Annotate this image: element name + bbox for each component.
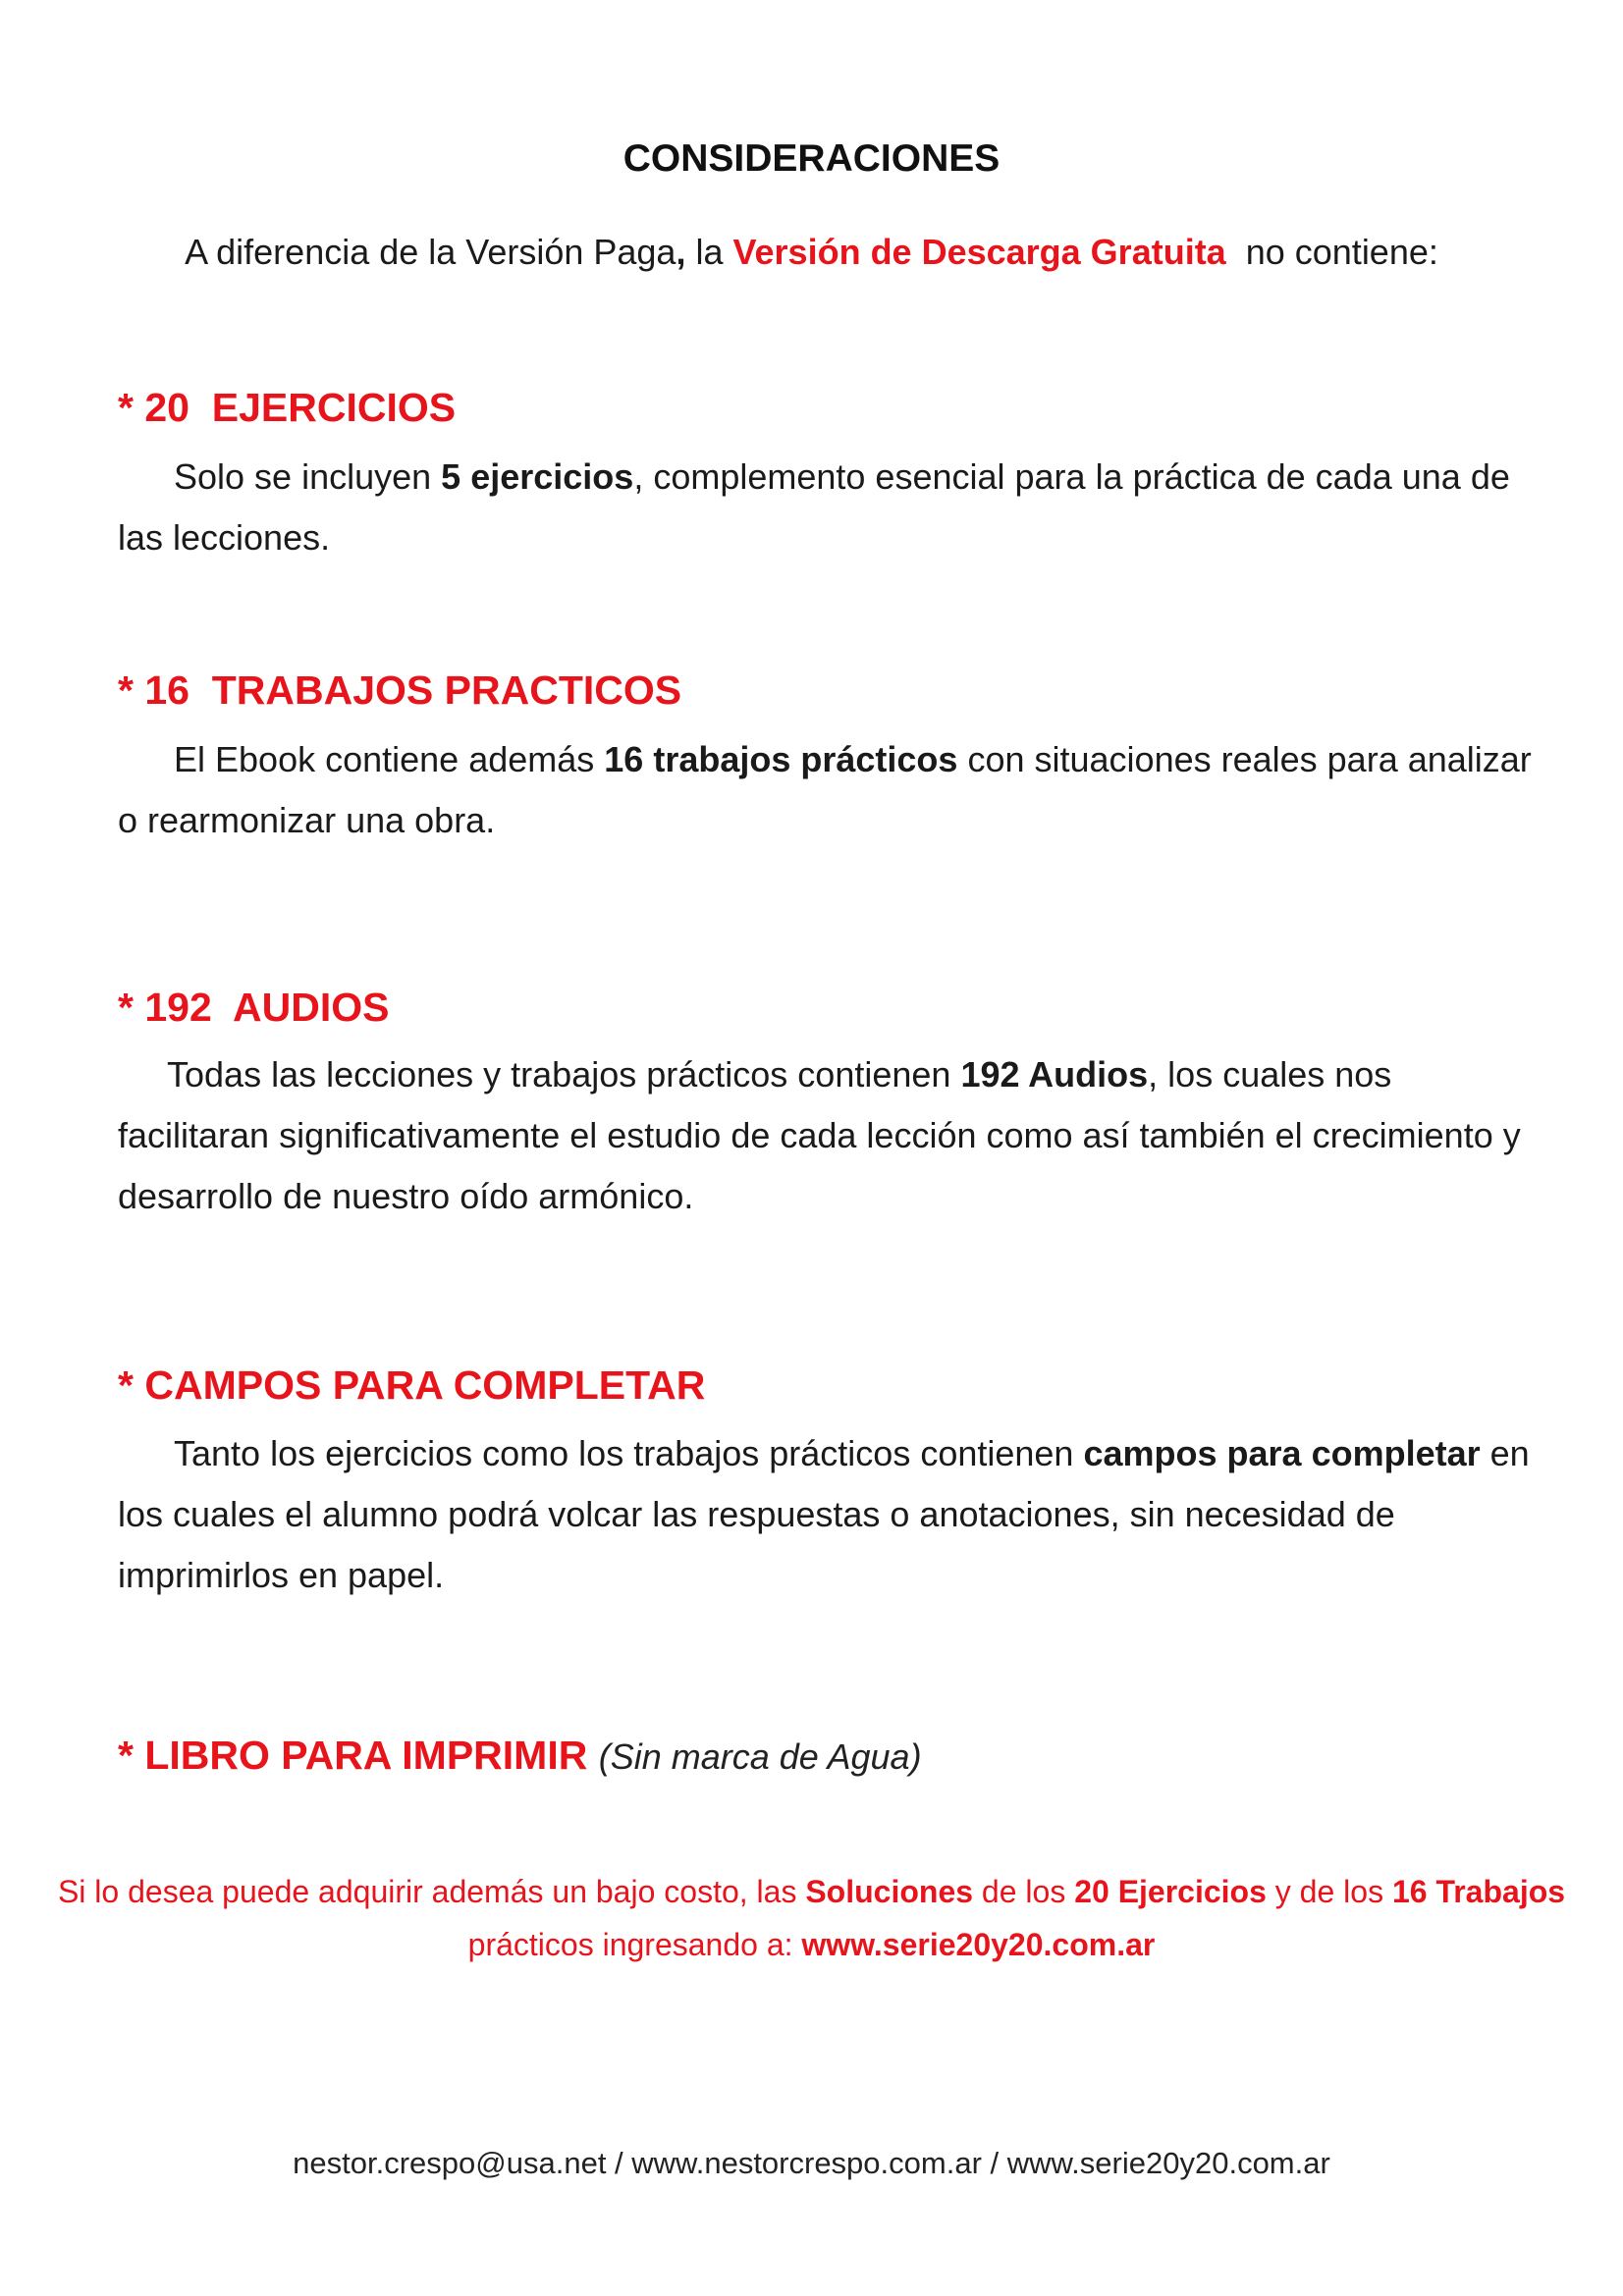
ejercicios-bold: 5 ejercicios	[441, 456, 634, 497]
ejercicios-text-2: , complemento esencial para la práctica de cada una de las lecciones.	[118, 456, 1510, 558]
note-bold-ejercicios: 20 Ejercicios	[1074, 1874, 1267, 1909]
intro-highlight: Versión de Descarga Gratuita	[732, 232, 1226, 272]
campos-text-2: en los cuales el alumno podrá volcar las respuestas o anotaciones, sin necesidad de imprimirlos en papel.	[118, 1433, 1530, 1595]
footer-contacts: nestor.crespo@usa.net / www.nestorcrespo.com.ar / www.serie20y20.com.ar	[293, 2146, 1330, 2180]
intro-part1: A diferencia de la Versión Paga	[185, 232, 676, 272]
campos-bold: campos para completar	[1083, 1433, 1481, 1473]
campos-text-1: Tanto los ejercicios como los trabajos prácticos contienen	[174, 1433, 1084, 1473]
page-title: CONSIDERACIONES	[622, 137, 1001, 180]
note-bold-soluciones: Soluciones	[805, 1874, 974, 1909]
paragraph-campos	[118, 1423, 1532, 1606]
audios-text-1: Todas las lecciones y trabajos prácticos contienen	[167, 1054, 961, 1095]
audios-bold: 192 Audios	[960, 1054, 1149, 1095]
audios-text-2: , los cuales nos facilitaran significativamente el estudio de cada lección como así también el crecimiento y desarrollo de nuestro oído armónico.	[118, 1054, 1521, 1216]
heading-ejercicios: * 20 EJERCICIOS	[118, 385, 457, 430]
intro-comma: ,	[676, 232, 686, 272]
note-text-1: Si lo desea puede adquirir además un bajo costo, las	[57, 1874, 806, 1909]
ejercicios-text-1: Solo se incluyen	[174, 456, 442, 497]
trabajos-text-2: con situaciones reales para analizar o rearmonizar una obra.	[118, 739, 1532, 840]
heading-libro	[118, 1733, 922, 1779]
trabajos-text-1: El Ebook contiene además	[174, 739, 605, 779]
intro-part3: no contiene:	[1225, 232, 1438, 272]
heading-campos: * CAMPOS PARA COMPLETAR	[118, 1362, 706, 1408]
solutions-note	[0, 1865, 1623, 1971]
intro-text	[0, 232, 1623, 273]
paragraph-audios	[118, 1044, 1532, 1227]
trabajos-bold: 16 trabajos prácticos	[604, 739, 958, 779]
heading-audios: * 192 AUDIOS	[118, 985, 390, 1030]
note-text-2: de los	[973, 1874, 1075, 1909]
note-link-website[interactable]: www.serie20y20.com.ar	[801, 1927, 1156, 1962]
note-text-3: y de los	[1266, 1874, 1392, 1909]
paragraph-ejercicios	[118, 447, 1532, 568]
note-bold-trabajos: 16 Trabajos	[1391, 1874, 1566, 1909]
note-text-4: prácticos ingresando a:	[467, 1927, 802, 1962]
intro-part2: la	[685, 232, 733, 272]
paragraph-trabajos	[118, 729, 1532, 851]
heading-trabajos: * 16 TRABAJOS PRACTICOS	[118, 667, 682, 713]
libro-heading-text: * LIBRO PARA IMPRIMIR	[118, 1733, 588, 1778]
libro-subtitle: (Sin marca de Agua)	[598, 1736, 922, 1777]
